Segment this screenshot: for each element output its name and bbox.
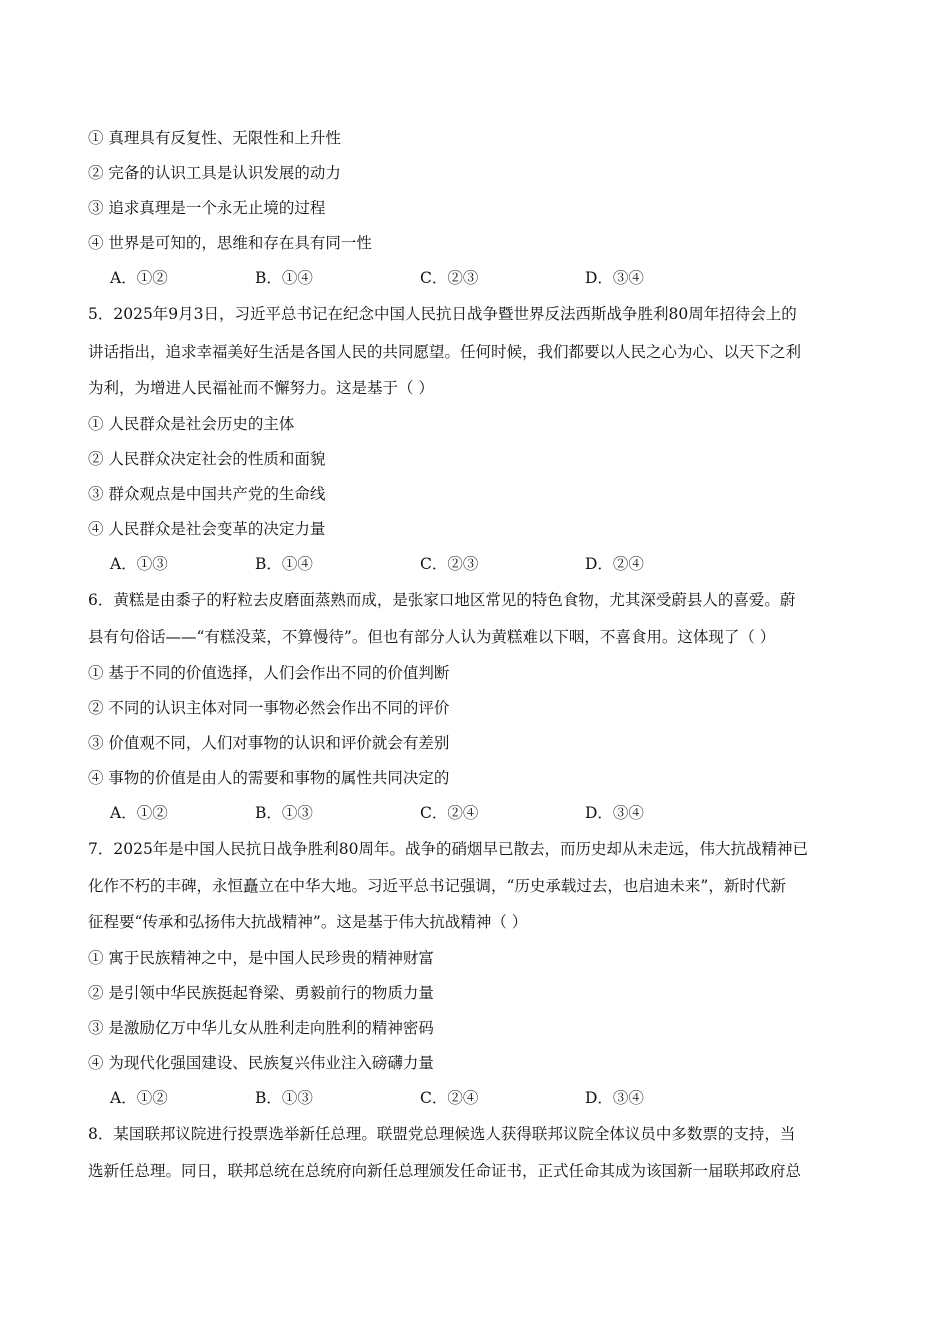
q5-option-c[interactable]: C．②③ [420, 555, 479, 573]
q5-item-3: ③ 群众观点是中国共产党的生命线 [88, 485, 326, 503]
q5-option-b[interactable]: B．①④ [255, 555, 313, 573]
q5-item-1: ① 人民群众是社会历史的主体 [88, 415, 295, 433]
q6-option-c[interactable]: C．②④ [420, 804, 479, 822]
q7-item-3: ③ 是激励亿万中华儿女从胜利走向胜利的精神密码 [88, 1019, 434, 1037]
q6-option-a[interactable]: A．①② [110, 804, 168, 822]
q7-stem-line-1: 7．2025年是中国人民抗日战争胜利80周年。战争的硝烟早已散去，而历史却从未走远，伟大抗战精神已 [88, 840, 809, 858]
q4-item-2: ② 完备的认识工具是认识发展的动力 [88, 164, 341, 182]
q4-item-4: ④ 世界是可知的，思维和存在具有同一性 [88, 234, 372, 252]
q4-option-c[interactable]: C．②③ [420, 269, 479, 287]
q5-option-a[interactable]: A．①③ [110, 555, 168, 573]
q5-option-d[interactable]: D．②④ [585, 555, 644, 573]
q4-item-1: ① 真理具有反复性、无限性和上升性 [88, 129, 341, 147]
q5-stem-line-2: 讲话指出，追求幸福美好生活是各国人民的共同愿望。任何时候，我们都要以人民之心为心、以天下之利 [88, 343, 802, 361]
q7-stem-line-3: 征程要“传承和弘扬伟大抗战精神”。这是基于伟大抗战精神（ ） [88, 913, 528, 931]
q7-option-b[interactable]: B．①③ [255, 1089, 313, 1107]
q5-stem-line-3: 为利，为增进人民福祉而不懈努力。这是基于（ ） [88, 379, 434, 397]
q6-stem-line-1: 6．黄糕是由黍子的籽粒去皮磨面蒸熟而成，是张家口地区常见的特色食物，尤其深受蔚县人的喜爱。蔚 [88, 591, 796, 609]
q7-option-c[interactable]: C．②④ [420, 1089, 479, 1107]
q8-stem-line-1: 8．某国联邦议院进行投票选举新任总理。联盟党总理候选人获得联邦议院全体议员中多数票的支持，当 [88, 1125, 796, 1143]
q5-item-2: ② 人民群众决定社会的性质和面貌 [88, 450, 326, 468]
q5-stem-line-1: 5．2025年9月3日，习近平总书记在纪念中国人民抗日战争暨世界反法西斯战争胜利80周年招待会上的 [88, 305, 797, 323]
q4-option-b[interactable]: B．①④ [255, 269, 313, 287]
q6-item-4: ④ 事物的价值是由人的需要和事物的属性共同决定的 [88, 769, 450, 787]
q6-item-3: ③ 价值观不同，人们对事物的认识和评价就会有差别 [88, 734, 450, 752]
q6-option-b[interactable]: B．①③ [255, 804, 313, 822]
q6-item-1: ① 基于不同的价值选择，人们会作出不同的价值判断 [88, 664, 450, 682]
q4-option-d[interactable]: D．③④ [585, 269, 644, 287]
q4-option-a[interactable]: A．①② [110, 269, 168, 287]
q6-option-d[interactable]: D．③④ [585, 804, 644, 822]
q7-item-1: ① 寓于民族精神之中，是中国人民珍贵的精神财富 [88, 949, 434, 967]
q5-item-4: ④ 人民群众是社会变革的决定力量 [88, 520, 326, 538]
q7-option-d[interactable]: D．③④ [585, 1089, 644, 1107]
q6-stem-line-2: 县有句俗话——“有糕没菜，不算慢待”。但也有部分人认为黄糕难以下咽，不喜食用。这体现了（ ） [88, 628, 776, 646]
q7-option-a[interactable]: A．①② [110, 1089, 168, 1107]
q8-stem-line-2: 选新任总理。同日，联邦总统在总统府向新任总理颁发任命证书，正式任命其成为该国新一届联邦政府总 [88, 1162, 802, 1180]
q7-item-2: ② 是引领中华民族挺起脊梁、勇毅前行的物质力量 [88, 984, 434, 1002]
q6-item-2: ② 不同的认识主体对同一事物必然会作出不同的评价 [88, 699, 450, 717]
q7-item-4: ④ 为现代化强国建设、民族复兴伟业注入磅礴力量 [88, 1054, 434, 1072]
q7-stem-line-2: 化作不朽的丰碑，永恒矗立在中华大地。习近平总书记强调，“历史承载过去，也启迪未来”，新时代新 [88, 877, 786, 895]
q4-item-3: ③ 追求真理是一个永无止境的过程 [88, 199, 326, 217]
